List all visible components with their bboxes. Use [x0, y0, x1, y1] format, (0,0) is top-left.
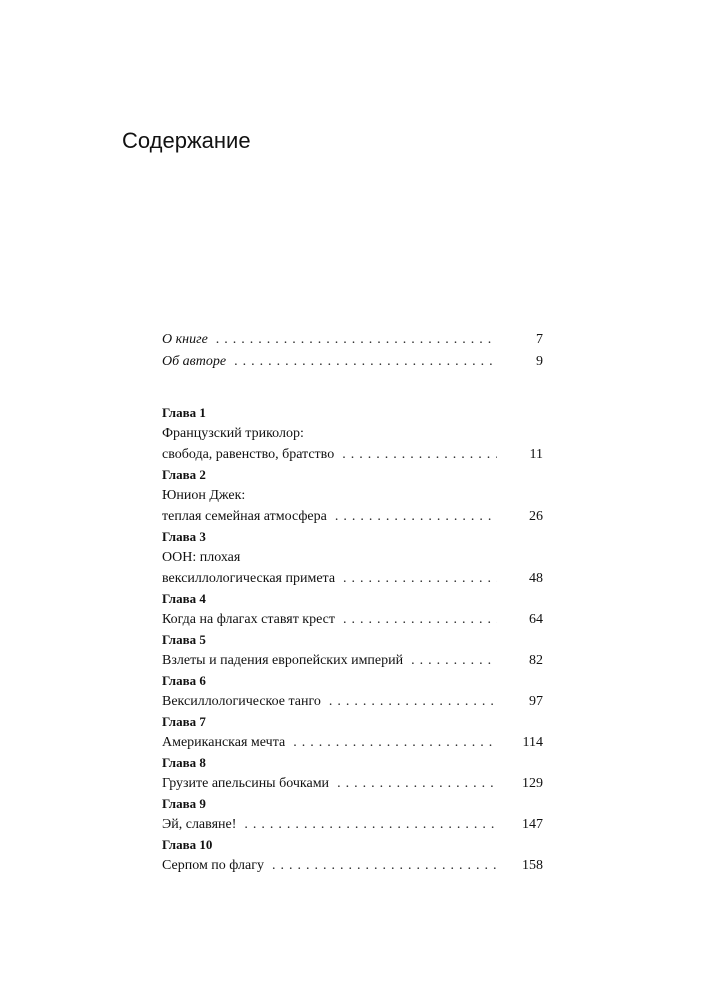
toc-chapter-8[interactable] — [162, 753, 543, 794]
chapter-title-row — [162, 732, 543, 753]
chapter-heading: Глава 10 — [162, 837, 213, 852]
chapter-page: 11 — [529, 447, 543, 462]
chapter-heading: Глава 2 — [162, 467, 206, 482]
chapter-title: Взлеты и падения европейских империй — [162, 653, 404, 668]
chapter-heading: Глава 8 — [162, 755, 206, 770]
chapter-title-row — [162, 773, 543, 794]
chapter-title-row — [162, 650, 543, 671]
spacer — [162, 373, 543, 403]
chapter-page: 114 — [522, 735, 543, 750]
chapter-title-line: Французский триколор: — [162, 426, 304, 441]
toc-chapter-1[interactable] — [162, 403, 543, 465]
chapter-heading: Глава 3 — [162, 529, 206, 544]
toc-entry-about-book[interactable] — [162, 329, 543, 351]
chapter-heading: Глава 4 — [162, 591, 206, 606]
chapter-title-line: ООН: плохая — [162, 550, 241, 565]
toc-chapter-4[interactable] — [162, 589, 543, 630]
dot-leader — [244, 814, 497, 835]
chapter-title: Американская мечта — [162, 735, 286, 750]
toc-entry-page: 7 — [536, 332, 543, 347]
dot-leader — [337, 773, 497, 794]
toc-entry-label: О книге — [162, 332, 208, 347]
toc-chapter-3[interactable] — [162, 527, 543, 589]
chapter-heading: Глава 1 — [162, 405, 206, 420]
chapter-title-row — [162, 691, 543, 712]
chapter-list — [162, 403, 543, 876]
toc-chapter-7[interactable] — [162, 712, 543, 753]
chapter-title-row — [162, 609, 543, 630]
chapter-heading: Глава 5 — [162, 632, 206, 647]
toc-entry-page: 9 — [536, 354, 543, 369]
chapter-title-row — [162, 568, 543, 589]
chapter-title: Вексиллологическое танго — [162, 694, 321, 709]
chapter-title-line: Юнион Джек: — [162, 488, 246, 503]
toc-entry-label: Об авторе — [162, 354, 227, 369]
dot-leader — [329, 691, 497, 712]
table-of-contents — [162, 329, 543, 876]
toc-chapter-5[interactable] — [162, 630, 543, 671]
dot-leader — [342, 444, 497, 465]
chapter-page: 48 — [529, 571, 543, 586]
chapter-page: 129 — [522, 776, 543, 791]
page-title: Содержание — [122, 128, 251, 153]
dot-leader — [293, 732, 497, 753]
chapter-title: Грузите апельсины бочками — [162, 776, 330, 791]
chapter-page: 82 — [529, 653, 543, 668]
chapter-title: Серпом по флагу — [162, 858, 264, 873]
dot-leader — [343, 568, 497, 589]
chapter-page: 97 — [529, 694, 543, 709]
toc-chapter-9[interactable] — [162, 794, 543, 835]
toc-chapter-2[interactable] — [162, 465, 543, 527]
chapter-title: Когда на флагах ставят крест — [162, 612, 336, 627]
chapter-title-row — [162, 444, 543, 465]
chapter-heading: Глава 7 — [162, 714, 206, 729]
dot-leader — [272, 855, 497, 876]
toc-entry-about-author[interactable] — [162, 351, 543, 373]
chapter-title-row — [162, 506, 543, 527]
chapter-page: 26 — [529, 509, 543, 524]
chapter-title: Эй, славяне! — [162, 817, 237, 832]
chapter-title: вексиллологическая примета — [162, 571, 336, 586]
chapter-title: теплая семейная атмосфера — [162, 509, 327, 524]
chapter-page: 147 — [522, 817, 543, 832]
dot-leader — [335, 506, 497, 527]
toc-chapter-6[interactable] — [162, 671, 543, 712]
chapter-title-row — [162, 855, 543, 876]
dot-leader — [343, 609, 497, 630]
chapter-heading: Глава 9 — [162, 796, 206, 811]
toc-chapter-10[interactable] — [162, 835, 543, 876]
chapter-page: 158 — [522, 858, 543, 873]
chapter-title: свобода, равенство, братство — [162, 447, 335, 462]
chapter-title-row — [162, 814, 543, 835]
chapter-page: 64 — [529, 612, 543, 627]
dot-leader — [216, 329, 497, 351]
dot-leader — [234, 351, 497, 373]
chapter-heading: Глава 6 — [162, 673, 206, 688]
dot-leader — [411, 650, 497, 671]
